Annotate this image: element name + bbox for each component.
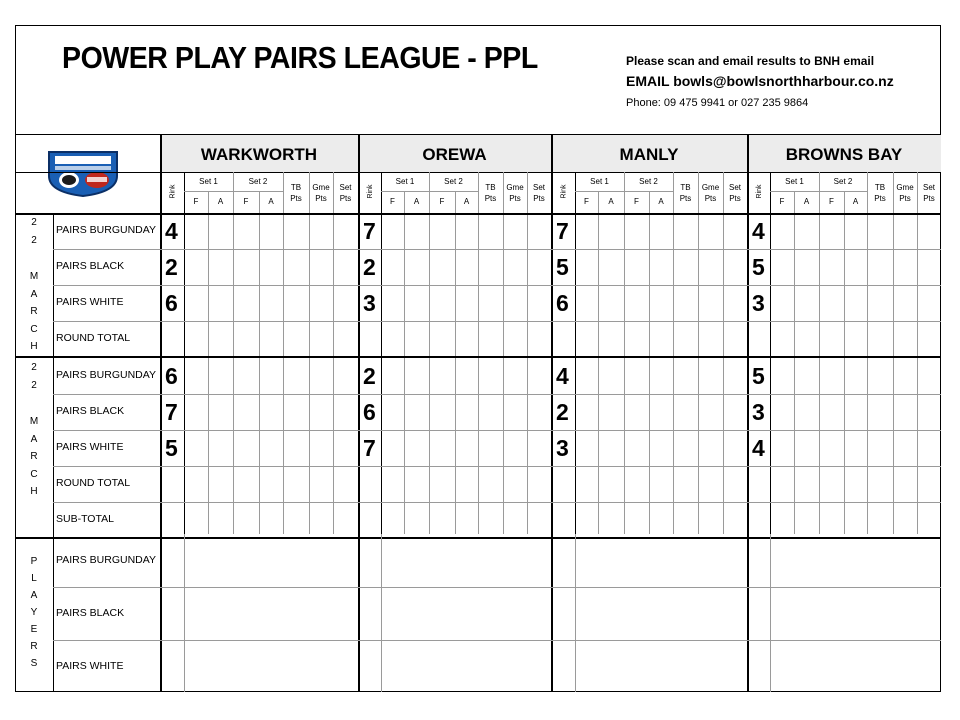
grid-column-line xyxy=(598,191,599,534)
set-pts-label-top: Set xyxy=(922,183,935,192)
round-bottom-line xyxy=(15,356,941,358)
against-label: A xyxy=(217,197,224,206)
set2-label: Set 2 xyxy=(639,177,658,186)
page-title: POWER PLAY PAIRS LEAGUE - PPL xyxy=(62,40,538,75)
row-label: ROUND TOTAL xyxy=(56,332,131,344)
rink-number: 6 xyxy=(165,290,178,316)
round-bottom-line xyxy=(15,537,941,539)
date-letter: C xyxy=(30,468,38,480)
rink-number: 3 xyxy=(752,290,765,316)
grid-column-line xyxy=(527,172,528,534)
rink-number: 7 xyxy=(363,218,376,244)
grid-column-line xyxy=(844,191,845,534)
row-label: PAIRS BURGUNDAY xyxy=(56,369,156,381)
players-letter: Y xyxy=(30,607,38,618)
set1-label: Set 1 xyxy=(395,177,415,186)
club-divider xyxy=(747,134,749,692)
table-top-line xyxy=(15,213,941,215)
against-label: A xyxy=(268,197,274,206)
players-letter: A xyxy=(30,590,38,601)
set-pts-label-top: Set xyxy=(532,183,545,192)
set-pts-label-bottom: Pts xyxy=(533,194,545,203)
row-label: PAIRS WHITE xyxy=(56,296,124,308)
date-letter: 2 xyxy=(31,362,37,373)
players-rink-divider xyxy=(770,534,771,692)
players-letter: S xyxy=(30,658,38,669)
club-name-warkworth: WARKWORTH xyxy=(200,145,318,164)
grid-column-line xyxy=(259,191,260,534)
rink-number: 6 xyxy=(363,399,376,425)
for-label: F xyxy=(634,197,639,206)
grid-column-line xyxy=(673,172,674,534)
row-line xyxy=(53,321,941,322)
set-subheader-line xyxy=(381,191,478,192)
gme-pts-label-bottom: Pts xyxy=(704,194,717,203)
row-label: PAIRS BURGUNDAY xyxy=(56,224,156,236)
rink-number: 4 xyxy=(752,435,765,461)
gme-pts-label-top: Gme xyxy=(701,183,720,192)
phone-line: Phone: 09 475 9941 or 027 235 9864 xyxy=(626,97,809,109)
tb-pts-label-top: TB xyxy=(485,183,496,192)
date-letter: A xyxy=(30,288,38,300)
label-column-divider xyxy=(160,134,162,692)
rink-number: 5 xyxy=(752,254,765,280)
rink-number: 5 xyxy=(165,435,178,461)
row-line xyxy=(53,430,941,431)
players-row-label: PAIRS BURGUNDAY xyxy=(56,554,156,566)
grid-column-line xyxy=(478,172,479,534)
row-line xyxy=(53,502,941,503)
date-letter: R xyxy=(30,306,38,317)
date-letter: A xyxy=(30,433,38,445)
grid-column-line xyxy=(455,191,456,534)
grid-column-line xyxy=(283,172,284,534)
rink-column-label: Rink xyxy=(560,184,568,199)
set1-label: Set 1 xyxy=(199,177,218,186)
against-label: A xyxy=(803,197,810,206)
grid-column-line xyxy=(770,172,771,534)
grid-column-line xyxy=(309,172,310,534)
gme-pts-label-bottom: Pts xyxy=(315,194,327,203)
date-letter: 2 xyxy=(31,235,37,246)
grid-column-line xyxy=(429,172,430,534)
bowls-north-harbour-logo xyxy=(47,150,119,198)
grid-column-line xyxy=(698,172,699,534)
rink-number: 6 xyxy=(556,290,569,316)
against-label: A xyxy=(413,197,420,206)
row-line xyxy=(53,285,941,286)
grid-column-line xyxy=(893,172,894,534)
date-letter: H xyxy=(30,486,38,497)
players-letter: P xyxy=(30,556,38,567)
rink-number: 7 xyxy=(556,218,569,244)
set-subheader-line xyxy=(184,191,283,192)
gme-pts-label-top: Gme xyxy=(896,183,914,192)
rink-number: 7 xyxy=(165,399,178,425)
grid-column-line xyxy=(723,172,724,534)
set-pts-label-top: Set xyxy=(728,183,741,192)
rink-column-label: Rink xyxy=(756,184,763,199)
for-label: F xyxy=(779,197,785,206)
row-label: SUB-TOTAL xyxy=(56,513,114,525)
date-letter: M xyxy=(29,416,39,427)
rink-number: 3 xyxy=(363,290,376,316)
for-label: F xyxy=(439,197,445,206)
set1-label: Set 1 xyxy=(785,177,804,186)
set-subheader-line xyxy=(575,191,673,192)
date-letter: 2 xyxy=(31,217,37,228)
players-letter: L xyxy=(31,573,37,584)
rink-number: 5 xyxy=(556,254,569,280)
rink-number: 4 xyxy=(556,363,569,389)
grid-column-line xyxy=(333,172,334,534)
gme-pts-label-top: Gme xyxy=(312,183,330,192)
scan-note: Please scan and email results to BNH email xyxy=(626,54,875,68)
grid-column-line xyxy=(649,191,650,534)
players-rink-divider xyxy=(381,534,382,692)
players-rink-divider xyxy=(575,534,576,692)
set-subheader-line xyxy=(770,191,867,192)
row-label: PAIRS BLACK xyxy=(56,405,125,417)
rink-number: 6 xyxy=(165,363,178,389)
players-letter: E xyxy=(30,624,38,635)
club-name-manly: MANLY xyxy=(619,145,679,164)
grid-column-line xyxy=(794,191,795,534)
set2-label: Set 2 xyxy=(248,177,268,186)
grid-column-line xyxy=(819,172,820,534)
grid-column-line xyxy=(867,172,868,534)
rink-number: 2 xyxy=(165,254,178,280)
rink-number: 3 xyxy=(556,435,569,461)
grid-column-line xyxy=(917,172,918,534)
players-row-label: PAIRS WHITE xyxy=(56,660,124,672)
tb-pts-label-bottom: Pts xyxy=(679,194,692,203)
gme-pts-label-bottom: Pts xyxy=(899,194,911,203)
grid-column-line xyxy=(208,191,209,534)
rink-number: 2 xyxy=(363,363,376,389)
rink-column-label: Rink xyxy=(169,184,177,199)
tb-pts-label-bottom: Pts xyxy=(874,194,886,203)
rink-number: 5 xyxy=(752,363,765,389)
row-label: PAIRS BLACK xyxy=(56,260,125,272)
rink-number: 2 xyxy=(363,254,376,280)
rink-number: 2 xyxy=(556,399,569,425)
set2-label: Set 2 xyxy=(833,177,853,186)
row-line xyxy=(53,466,941,467)
grid-column-line xyxy=(575,172,576,534)
tb-pts-label-top: TB xyxy=(290,183,302,192)
grid-column-line xyxy=(503,172,504,534)
players-row-label: PAIRS BLACK xyxy=(56,607,125,619)
players-row-line xyxy=(53,587,941,588)
date-letter: M xyxy=(29,271,39,282)
row-line xyxy=(53,394,941,395)
tb-pts-label-bottom: Pts xyxy=(484,194,497,203)
tb-pts-label-top: TB xyxy=(874,183,886,192)
row-label: PAIRS WHITE xyxy=(56,441,124,453)
for-label: F xyxy=(829,197,834,206)
rink-number: 3 xyxy=(752,399,765,425)
against-label: A xyxy=(608,197,614,206)
rink-column-label: Rink xyxy=(367,184,374,199)
for-label: F xyxy=(193,197,199,206)
set1-label: Set 1 xyxy=(590,177,609,186)
for-label: F xyxy=(390,197,395,206)
set-pts-label-bottom: Pts xyxy=(729,194,741,203)
for-label: F xyxy=(243,197,249,206)
date-letter: 2 xyxy=(31,380,37,391)
against-label: A xyxy=(852,197,859,206)
set2-label: Set 2 xyxy=(444,177,463,186)
tb-pts-label-bottom: Pts xyxy=(290,194,302,203)
against-label: A xyxy=(463,197,470,206)
date-letter: R xyxy=(30,451,38,462)
rink-number: 7 xyxy=(363,435,376,461)
grid-column-line xyxy=(381,172,382,534)
club-name-orewa: OREWA xyxy=(422,145,487,164)
date-letter: H xyxy=(30,341,38,352)
gme-pts-label-bottom: Pts xyxy=(509,194,521,203)
tb-pts-label-top: TB xyxy=(680,183,691,192)
rink-number: 4 xyxy=(752,218,765,244)
grid-column-line xyxy=(184,172,185,534)
for-label: F xyxy=(584,197,589,206)
rink-number: 4 xyxy=(165,218,178,244)
row-line xyxy=(53,249,941,250)
club-name-browns-bay: BROWNS BAY xyxy=(785,145,903,164)
date-letter: C xyxy=(30,323,38,335)
grid-column-line xyxy=(233,172,234,534)
gme-pts-label-top: Gme xyxy=(506,183,524,192)
players-letter: R xyxy=(30,641,38,652)
set-pts-label-bottom: Pts xyxy=(339,194,352,203)
set-pts-label-top: Set xyxy=(339,183,352,192)
players-row-line xyxy=(53,640,941,641)
grid-column-line xyxy=(624,172,625,534)
row-label: ROUND TOTAL xyxy=(56,477,131,489)
set-pts-label-bottom: Pts xyxy=(923,194,935,203)
against-label: A xyxy=(658,197,664,206)
grid-column-line xyxy=(404,191,405,534)
email-line: EMAIL bowls@bowlsnorthharbour.co.nz xyxy=(626,73,894,89)
players-rink-divider xyxy=(184,534,185,692)
club-divider xyxy=(551,134,553,692)
logo-shield-icon xyxy=(47,150,119,198)
club-divider xyxy=(358,134,360,692)
